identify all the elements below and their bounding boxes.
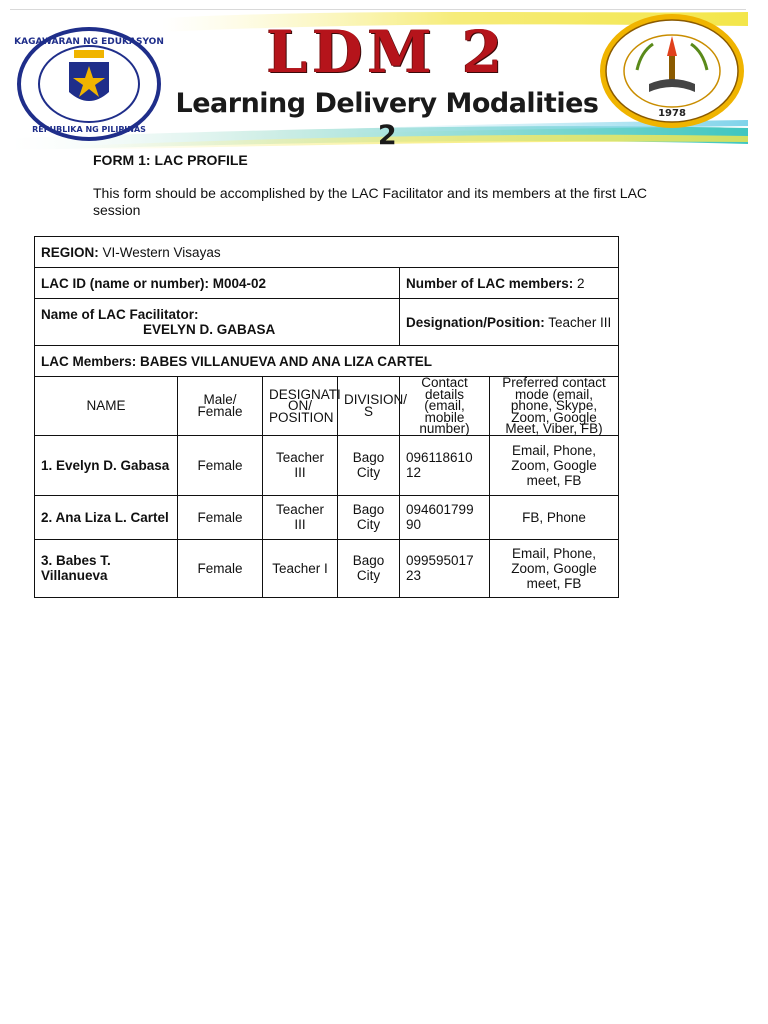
member-designation: Teacher III bbox=[263, 435, 338, 495]
member-designation: Teacher III bbox=[263, 495, 338, 539]
member-contact: 094601799 90 bbox=[400, 495, 490, 539]
member-sex: Female bbox=[178, 495, 263, 539]
member-name: 2. Ana Liza L. Cartel bbox=[35, 495, 178, 539]
member-sex: Female bbox=[178, 539, 263, 597]
facilitator-name: EVELYN D. GABASA bbox=[143, 322, 276, 337]
header-designation: DESIGNATI ON/ POSITION bbox=[263, 377, 338, 436]
designation-label: Designation/Position: bbox=[406, 314, 545, 330]
facilitator-cell bbox=[35, 299, 400, 346]
table-row bbox=[35, 435, 619, 495]
school-seal-icon bbox=[597, 12, 747, 130]
header-name: NAME bbox=[35, 377, 178, 436]
lac-id-row bbox=[35, 268, 619, 299]
deped-seal-icon bbox=[14, 26, 164, 142]
table-header-row bbox=[35, 377, 619, 436]
members-count-label: Number of LAC members: bbox=[406, 275, 574, 291]
member-name: 3. Babes T. Villanueva bbox=[35, 539, 178, 597]
table-row bbox=[35, 539, 619, 597]
form-title: FORM 1: LAC PROFILE bbox=[93, 152, 248, 168]
member-designation: Teacher I bbox=[263, 539, 338, 597]
form-instructions: This form should be accomplished by the LAC Facilitator and its members at the first LAC session bbox=[93, 185, 648, 218]
region-cell bbox=[35, 237, 619, 268]
members-row bbox=[35, 346, 619, 377]
member-contact: 096118610 12 bbox=[400, 435, 490, 495]
designation-value: Teacher III bbox=[548, 314, 612, 330]
members-cell: LAC Members: BABES VILLANUEVA AND ANA LIZA CARTEL bbox=[35, 346, 619, 377]
facilitator-label: Name of LAC Facilitator: bbox=[41, 307, 199, 322]
member-name: 1. Evelyn D. Gabasa bbox=[35, 435, 178, 495]
top-rule bbox=[10, 9, 746, 10]
table-row bbox=[35, 495, 619, 539]
member-preferred-mode: FB, Phone bbox=[490, 495, 619, 539]
members-count-value: 2 bbox=[577, 275, 585, 291]
designation-cell bbox=[400, 299, 619, 346]
members-count-cell bbox=[400, 268, 619, 299]
member-division: Bago City bbox=[338, 435, 400, 495]
lac-id-cell: LAC ID (name or number): M004-02 bbox=[35, 268, 400, 299]
svg-text:KAGAWARAN NG EDUKASYON: KAGAWARAN NG EDUKASYON bbox=[14, 37, 164, 47]
facilitator-row bbox=[35, 299, 619, 346]
header-sex: Male/ Female bbox=[178, 377, 263, 436]
header-contact: Contact details (email, mobile number) bbox=[400, 377, 490, 436]
member-preferred-mode: Email, Phone, Zoom, Google meet, FB bbox=[490, 539, 619, 597]
header-banner bbox=[12, 12, 748, 150]
member-contact: 099595017 23 bbox=[400, 539, 490, 597]
member-sex: Female bbox=[178, 435, 263, 495]
region-row bbox=[35, 237, 619, 268]
member-preferred-mode: Email, Phone, Zoom, Google meet, FB bbox=[490, 435, 619, 495]
member-division: Bago City bbox=[338, 539, 400, 597]
header-division: DIVISION/ S bbox=[338, 377, 400, 436]
banner-subtitle: Learning Delivery Modalities 2 bbox=[175, 88, 599, 150]
svg-text:REPUBLIKA NG PILIPINAS: REPUBLIKA NG PILIPINAS bbox=[32, 125, 146, 134]
svg-text:1978: 1978 bbox=[658, 108, 686, 119]
header-preferred-mode: Preferred contact mode (email, phone, Skype, Zoom, Google Meet, Viber, FB) bbox=[490, 377, 619, 436]
region-value: VI-Western Visayas bbox=[102, 244, 221, 260]
lac-profile-table bbox=[34, 236, 619, 598]
member-division: Bago City bbox=[338, 495, 400, 539]
region-label: REGION: bbox=[41, 244, 99, 260]
banner-title: LDM 2 bbox=[266, 18, 508, 86]
